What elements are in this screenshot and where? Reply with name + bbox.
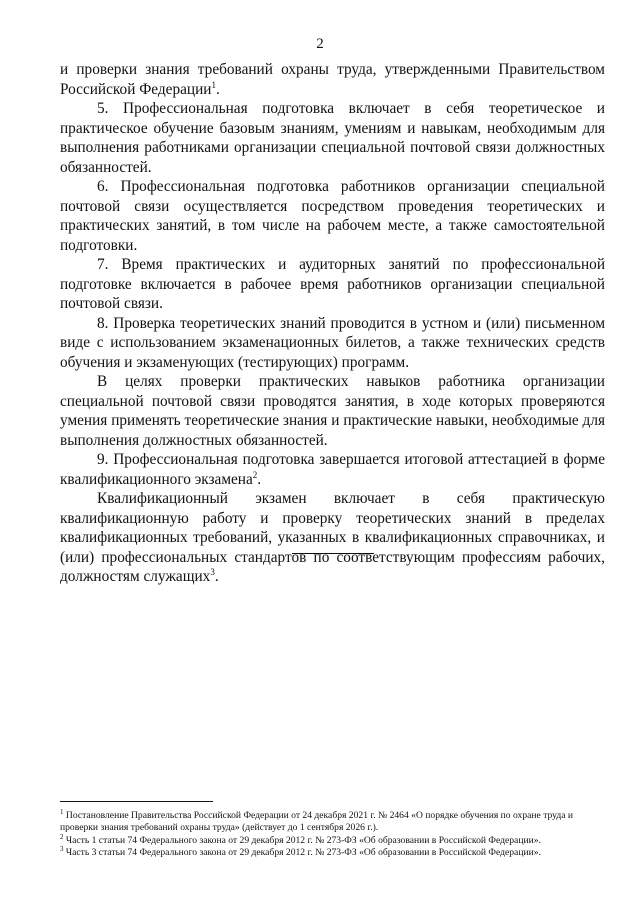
paragraph-7 xyxy=(60,255,605,314)
footnote-2 xyxy=(60,832,608,847)
end-of-text-rule xyxy=(292,553,374,554)
paragraph-5 xyxy=(60,99,605,177)
paragraph-text: и проверки знания требований охраны труда, утвержденными Правительством Российской Федерации xyxy=(60,61,605,98)
paragraph-punct: . xyxy=(214,568,219,585)
footnote-ref-3: 3 xyxy=(210,566,215,577)
document-body xyxy=(60,60,605,587)
paragraph-9 xyxy=(60,450,605,489)
paragraph-8 xyxy=(60,314,605,373)
paragraph-text: 6. Профессиональная подготовка работников организации специальной почтовой связи осуществляется посредством проведения теоретических и практических занятий, в том числе на рабочем месте, а также самостоятельной подготовки. xyxy=(60,178,605,254)
footnote-number: 2 xyxy=(60,832,64,841)
paragraph-8-continued xyxy=(60,372,605,450)
page-number: 2 xyxy=(316,36,324,52)
paragraph-continuation xyxy=(60,60,605,99)
paragraph-punct: . xyxy=(257,470,262,488)
footnote-separator xyxy=(60,801,213,802)
paragraph-text: В целях проверки практических навыков работника организации специальной почтовой связи проводятся занятия, в ходе которых проверяются умения применять теоретические знания и практические навыки, необходимые для выполнения должностных обязанностей. xyxy=(60,373,605,449)
paragraph-9-continued xyxy=(60,489,605,587)
paragraph-punct: . xyxy=(215,80,220,98)
footnote-ref-2: 2 xyxy=(252,469,258,480)
footnote-1 xyxy=(60,807,608,835)
footnote-text: Часть 1 статьи 74 Федерального закона от 29 декабря 2012 г. № 273-ФЗ «Об образовании в Российской Федерации». xyxy=(63,834,541,846)
footnote-number: 3 xyxy=(60,845,64,854)
footnote-text: Постановление Правительства Российской Федерации от 24 декабря 2021 г. № 2464 «О порядке обучения по охране труда и проверки знания требований охраны труда» (действует до 1 сентября 2026 г.). xyxy=(60,810,574,834)
paragraph-text: Квалификационный экзамен включает в себя практическую квалификационную работу и проверку теоретических знаний в пределах квалификационных требований, указанных в квалификационных справочниках, и (или) профессиональных стандартов по соответствующим профессиям рабочих, должностям служащих xyxy=(60,490,605,585)
paragraph-text: 9. Профессиональная подготовка завершается итоговой аттестацией в форме квалификационного экзамена xyxy=(60,451,605,488)
footnote-3 xyxy=(60,847,608,859)
footnote-ref-1: 1 xyxy=(211,79,216,90)
paragraph-text: 7. Время практических и аудиторных занятий по профессиональной подготовке включается в рабочее время работников организации специальной почтовой связи. xyxy=(60,256,605,312)
paragraph-text: 8. Проверка теоретических знаний проводится в устном и (или) письменном виде с использованием экзаменационных билетов, а также технических средств обучения и экзаменующих (тестирующих) программ. xyxy=(60,314,605,371)
footnote-text: Часть 3 статьи 74 Федерального закона от 29 декабря 2012 г. № 273-ФЗ «Об образовании в Российской Федерации». xyxy=(63,847,541,859)
paragraph-text: 5. Профессиональная подготовка включает в себя теоретическое и практическое обучение базовым знаниям, умениям и навыкам, необходимым для выполнения работниками организации специальной почтовой связи должностных обязанностей. xyxy=(60,100,605,176)
footnote-number: 1 xyxy=(60,807,64,816)
paragraph-6 xyxy=(60,177,605,255)
footnotes xyxy=(60,807,608,860)
